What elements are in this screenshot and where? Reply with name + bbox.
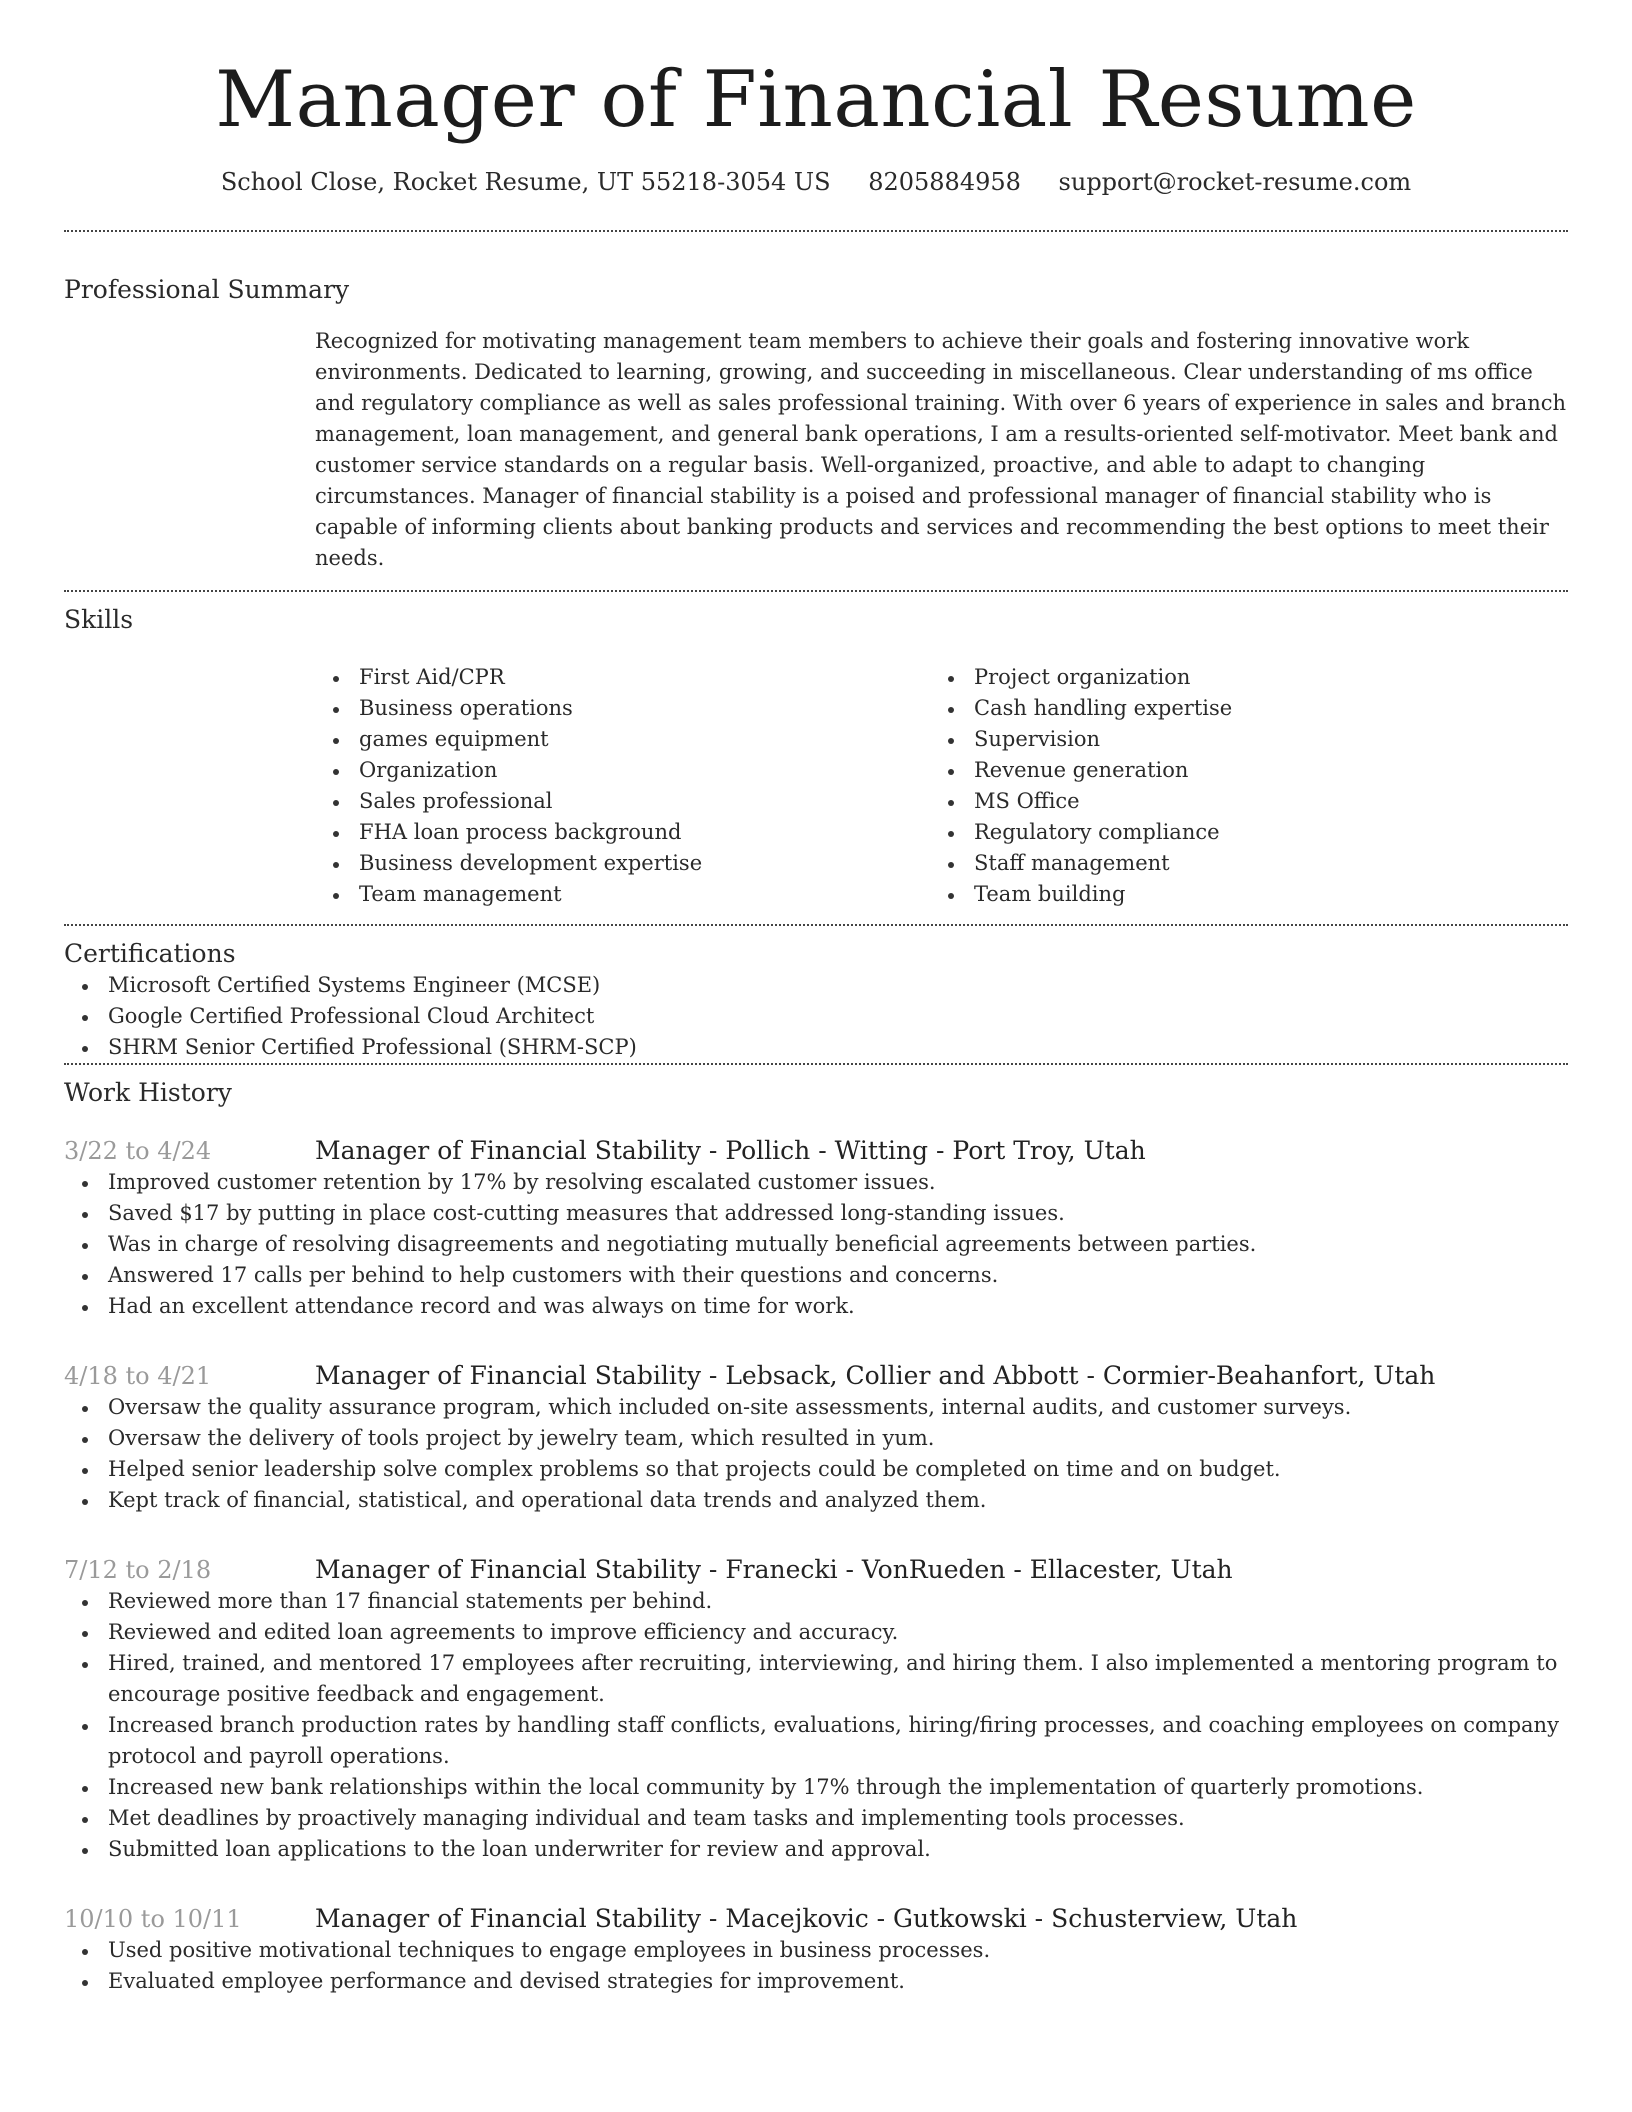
divider xyxy=(64,1063,1568,1065)
job-bullet: Submitted loan applications to the loan underwriter for review and approval. xyxy=(64,1834,1568,1865)
job-dates: 3/22 to 4/24 xyxy=(64,1137,212,1165)
job-entry xyxy=(64,1135,1568,1322)
skills-heading: Skills xyxy=(64,605,134,634)
skill-item: Organization xyxy=(315,755,930,786)
skills-list xyxy=(315,662,1568,910)
skill-item: Supervision xyxy=(930,724,1545,755)
skill-item: First Aid/CPR xyxy=(315,662,930,693)
certification-item: Microsoft Certified Systems Engineer (MCSE) xyxy=(64,970,1568,1001)
skill-item: Sales professional xyxy=(315,786,930,817)
skill-item: FHA loan process background xyxy=(315,817,930,848)
certification-item: SHRM Senior Certified Professional (SHRM-SCP) xyxy=(64,1032,1568,1063)
summary-heading: Professional Summary xyxy=(64,275,350,304)
certification-item: Google Certified Professional Cloud Architect xyxy=(64,1001,1568,1032)
skill-item: Regulatory compliance xyxy=(930,817,1545,848)
job-bullet: Used positive motivational techniques to engage employees in business processes. xyxy=(64,1935,1568,1966)
job-dates: 7/12 to 2/18 xyxy=(64,1556,212,1584)
job-bullet: Increased new bank relationships within the local community by 17% through the implementation of quarterly promotions. xyxy=(64,1772,1568,1803)
job-bullet: Was in charge of resolving disagreements and negotiating mutually beneficial agreements between parties. xyxy=(64,1229,1568,1260)
job-bullet: Answered 17 calls per behind to help customers with their questions and concerns. xyxy=(64,1260,1568,1291)
page-title: Manager of Financial Resume xyxy=(215,55,1417,145)
job-title: Manager of Financial Stability - Macejkovic - Gutkowski - Schusterview, Utah xyxy=(315,1904,1298,1933)
job-bullet: Increased branch production rates by handling staff conflicts, evaluations, hiring/firing processes, and coaching employees on company protocol and payroll operations. xyxy=(64,1710,1568,1772)
divider xyxy=(64,924,1568,926)
skill-item: games equipment xyxy=(315,724,930,755)
skill-item: Project organization xyxy=(930,662,1545,693)
skill-item: Business development expertise xyxy=(315,848,930,879)
email: support@rocket-resume.com xyxy=(1058,168,1412,196)
job-bullet: Saved $17 by putting in place cost-cutting measures that addressed long-standing issues. xyxy=(64,1198,1568,1229)
job-bullet: Oversaw the quality assurance program, which included on-site assessments, internal audits, and customer surveys. xyxy=(64,1392,1568,1423)
job-bullets xyxy=(64,1935,1568,1997)
certifications-heading: Certifications xyxy=(64,939,236,968)
skill-item: Cash handling expertise xyxy=(930,693,1545,724)
resume-page xyxy=(64,0,1568,1997)
certifications-list xyxy=(64,970,1568,1063)
job-bullet: Reviewed and edited loan agreements to improve efficiency and accuracy. xyxy=(64,1617,1568,1648)
job-bullet: Had an excellent attendance record and was always on time for work. xyxy=(64,1291,1568,1322)
job-bullet: Evaluated employee performance and devised strategies for improvement. xyxy=(64,1966,1568,1997)
skill-item: Revenue generation xyxy=(930,755,1545,786)
job-entry xyxy=(64,1903,1568,1997)
job-bullet: Helped senior leadership solve complex problems so that projects could be completed on time and on budget. xyxy=(64,1454,1568,1485)
skills-column-right xyxy=(930,662,1545,910)
divider xyxy=(64,230,1568,232)
skill-item: Staff management xyxy=(930,848,1545,879)
job-bullets xyxy=(64,1392,1568,1516)
job-bullet: Improved customer retention by 17% by resolving escalated customer issues. xyxy=(64,1167,1568,1198)
skill-item: Team building xyxy=(930,879,1545,910)
work-history-heading: Work History xyxy=(64,1078,232,1107)
job-bullets xyxy=(64,1167,1568,1322)
contact-line xyxy=(64,166,1568,198)
job-bullet: Met deadlines by proactively managing individual and team tasks and implementing tools processes. xyxy=(64,1803,1568,1834)
divider xyxy=(64,590,1568,592)
job-bullet: Oversaw the delivery of tools project by jewelry team, which resulted in yum. xyxy=(64,1423,1568,1454)
job-bullets xyxy=(64,1586,1568,1865)
job-title: Manager of Financial Stability - Pollich - Witting - Port Troy, Utah xyxy=(315,1136,1146,1165)
skill-item: Business operations xyxy=(315,693,930,724)
skill-item: MS Office xyxy=(930,786,1545,817)
summary-text: Recognized for motivating management team members to achieve their goals and fostering innovative work environments. Dedicated to learning, growing, and succeeding in miscellaneous. Clear understanding of ms office and regulatory compliance as well as sales professional training. With over 6 years of experience in sales and branch management, loan management, and general bank operations, I am a results-oriented self-motivator. Meet bank and customer service standards on a regular basis. Well-organized, proactive, and able to adapt to changing circumstances. Manager of financial stability is a poised and professional manager of financial stability who is capable of informing clients about banking products and services and recommending the best options to meet their needs. xyxy=(315,329,1567,570)
address: School Close, Rocket Resume, UT 55218-3054 US xyxy=(220,168,831,196)
job-dates: 10/10 to 10/11 xyxy=(64,1905,242,1933)
job-title: Manager of Financial Stability - Lebsack, Collier and Abbott - Cormier-Beahanfort, Utah xyxy=(315,1361,1436,1390)
job-bullet: Hired, trained, and mentored 17 employees after recruiting, interviewing, and hiring them. I also implemented a mentoring program to encourage positive feedback and engagement. xyxy=(64,1648,1568,1710)
job-bullet: Kept track of financial, statistical, and operational data trends and analyzed them. xyxy=(64,1485,1568,1516)
phone: 8205884958 xyxy=(868,168,1021,196)
job-dates: 4/18 to 4/21 xyxy=(64,1362,212,1390)
skills-column-left xyxy=(315,662,930,910)
job-entry xyxy=(64,1554,1568,1865)
job-entry xyxy=(64,1360,1568,1516)
job-title: Manager of Financial Stability - Franecki - VonRueden - Ellacester, Utah xyxy=(315,1555,1233,1584)
job-bullet: Reviewed more than 17 financial statements per behind. xyxy=(64,1586,1568,1617)
skill-item: Team management xyxy=(315,879,930,910)
